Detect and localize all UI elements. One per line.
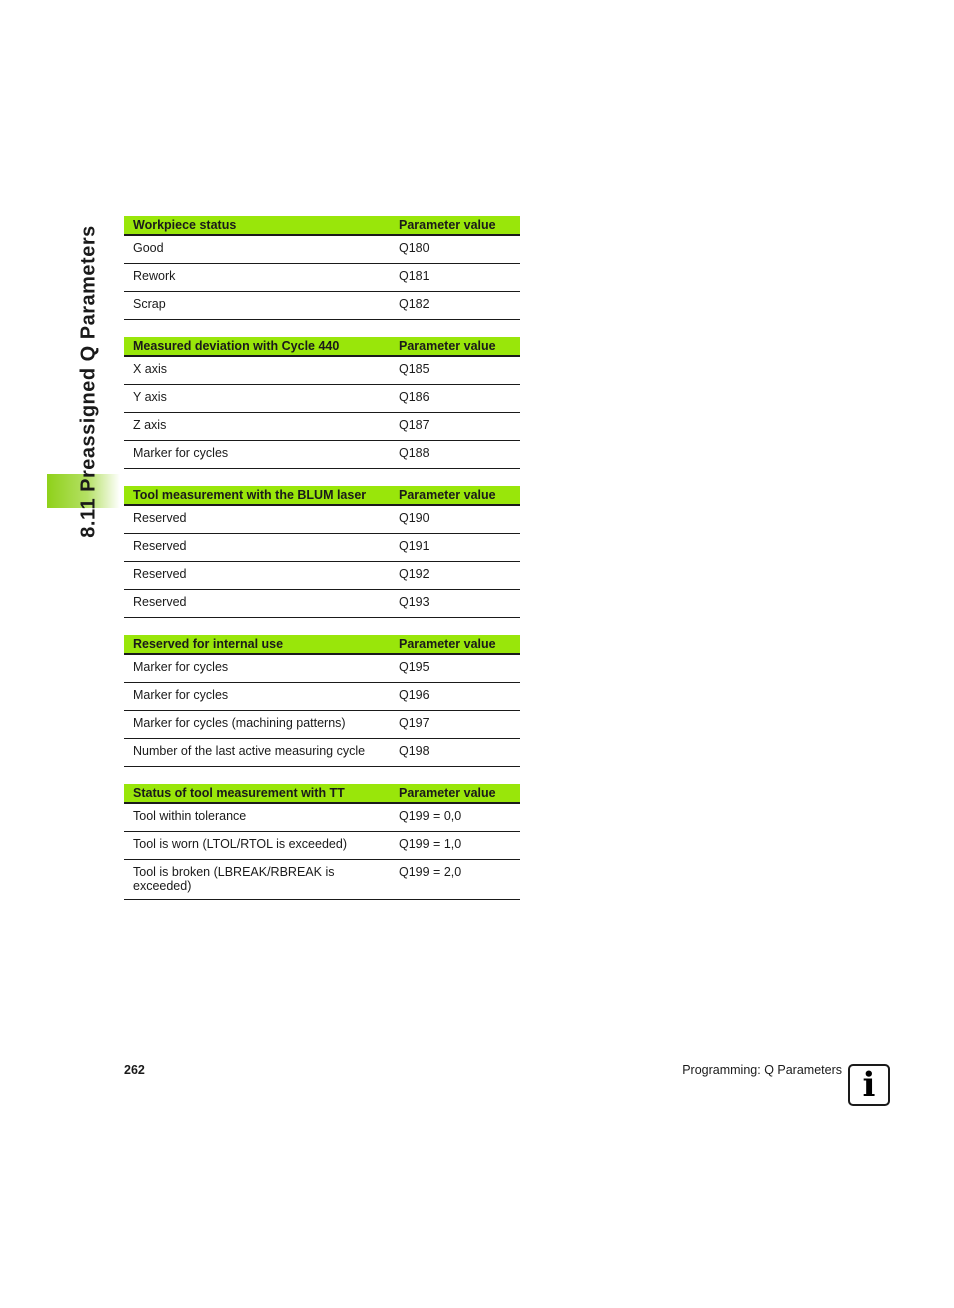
column-header-parameter: Parameter value <box>391 486 520 505</box>
table-row <box>124 803 520 832</box>
row-parameter-value: Q197 <box>391 711 520 739</box>
section-title-vertical <box>72 214 106 548</box>
info-icon <box>848 1064 890 1106</box>
table-header-row <box>124 635 520 654</box>
info-icon-glyph: i <box>862 1065 876 1105</box>
column-header-parameter: Parameter value <box>391 635 520 654</box>
table-row <box>124 590 520 618</box>
parameter-table <box>124 337 520 469</box>
parameter-tables <box>124 216 520 917</box>
row-parameter-value: Q186 <box>391 385 520 413</box>
parameter-table <box>124 486 520 618</box>
table-row <box>124 832 520 860</box>
table-row <box>124 356 520 385</box>
row-description: X axis <box>124 356 391 385</box>
row-parameter-value: Q193 <box>391 590 520 618</box>
table-row <box>124 441 520 469</box>
row-description: Tool is worn (LTOL/RTOL is exceeded) <box>124 832 391 860</box>
column-header-parameter: Parameter value <box>391 216 520 235</box>
row-parameter-value: Q199 = 0,0 <box>391 803 520 832</box>
row-parameter-value: Q190 <box>391 505 520 534</box>
table-row <box>124 534 520 562</box>
column-header-parameter: Parameter value <box>391 784 520 803</box>
row-description: Tool within tolerance <box>124 803 391 832</box>
row-description: Y axis <box>124 385 391 413</box>
table-row <box>124 505 520 534</box>
row-description: Marker for cycles <box>124 683 391 711</box>
row-parameter-value: Q188 <box>391 441 520 469</box>
row-parameter-value: Q187 <box>391 413 520 441</box>
row-description: Z axis <box>124 413 391 441</box>
row-description: Marker for cycles <box>124 654 391 683</box>
table-row <box>124 562 520 590</box>
row-description: Rework <box>124 264 391 292</box>
row-description: Reserved <box>124 562 391 590</box>
row-description: Reserved <box>124 534 391 562</box>
footer-chapter-title: Programming: Q Parameters <box>682 1063 842 1077</box>
row-description: Reserved <box>124 505 391 534</box>
row-description: Scrap <box>124 292 391 320</box>
table-row <box>124 683 520 711</box>
column-header-description: Reserved for internal use <box>124 635 391 654</box>
row-description: Good <box>124 235 391 264</box>
table-row <box>124 385 520 413</box>
table-header-row <box>124 337 520 356</box>
section-title: 8.11 Preassigned Q Parameters <box>77 224 100 538</box>
row-parameter-value: Q198 <box>391 739 520 767</box>
row-parameter-value: Q181 <box>391 264 520 292</box>
row-parameter-value: Q199 = 1,0 <box>391 832 520 860</box>
row-description: Number of the last active measuring cycle <box>124 739 391 767</box>
row-description: Tool is broken (LBREAK/RBREAK is exceeded) <box>124 860 391 900</box>
table-row <box>124 413 520 441</box>
parameter-table <box>124 216 520 320</box>
row-parameter-value: Q180 <box>391 235 520 264</box>
table-row <box>124 235 520 264</box>
row-parameter-value: Q191 <box>391 534 520 562</box>
column-header-description: Tool measurement with the BLUM laser <box>124 486 391 505</box>
row-parameter-value: Q195 <box>391 654 520 683</box>
table-row <box>124 860 520 900</box>
row-parameter-value: Q185 <box>391 356 520 385</box>
row-parameter-value: Q196 <box>391 683 520 711</box>
table-header-row <box>124 216 520 235</box>
table-row <box>124 654 520 683</box>
column-header-description: Status of tool measurement with TT <box>124 784 391 803</box>
table-row <box>124 264 520 292</box>
row-parameter-value: Q182 <box>391 292 520 320</box>
table-header-row <box>124 486 520 505</box>
table-row <box>124 739 520 767</box>
row-description: Marker for cycles <box>124 441 391 469</box>
row-parameter-value: Q199 = 2,0 <box>391 860 520 900</box>
table-row <box>124 292 520 320</box>
parameter-table <box>124 635 520 767</box>
row-parameter-value: Q192 <box>391 562 520 590</box>
column-header-description: Measured deviation with Cycle 440 <box>124 337 391 356</box>
page-number: 262 <box>124 1063 145 1077</box>
parameter-table <box>124 784 520 900</box>
column-header-parameter: Parameter value <box>391 337 520 356</box>
column-header-description: Workpiece status <box>124 216 391 235</box>
table-row <box>124 711 520 739</box>
table-header-row <box>124 784 520 803</box>
row-description: Marker for cycles (machining patterns) <box>124 711 391 739</box>
row-description: Reserved <box>124 590 391 618</box>
